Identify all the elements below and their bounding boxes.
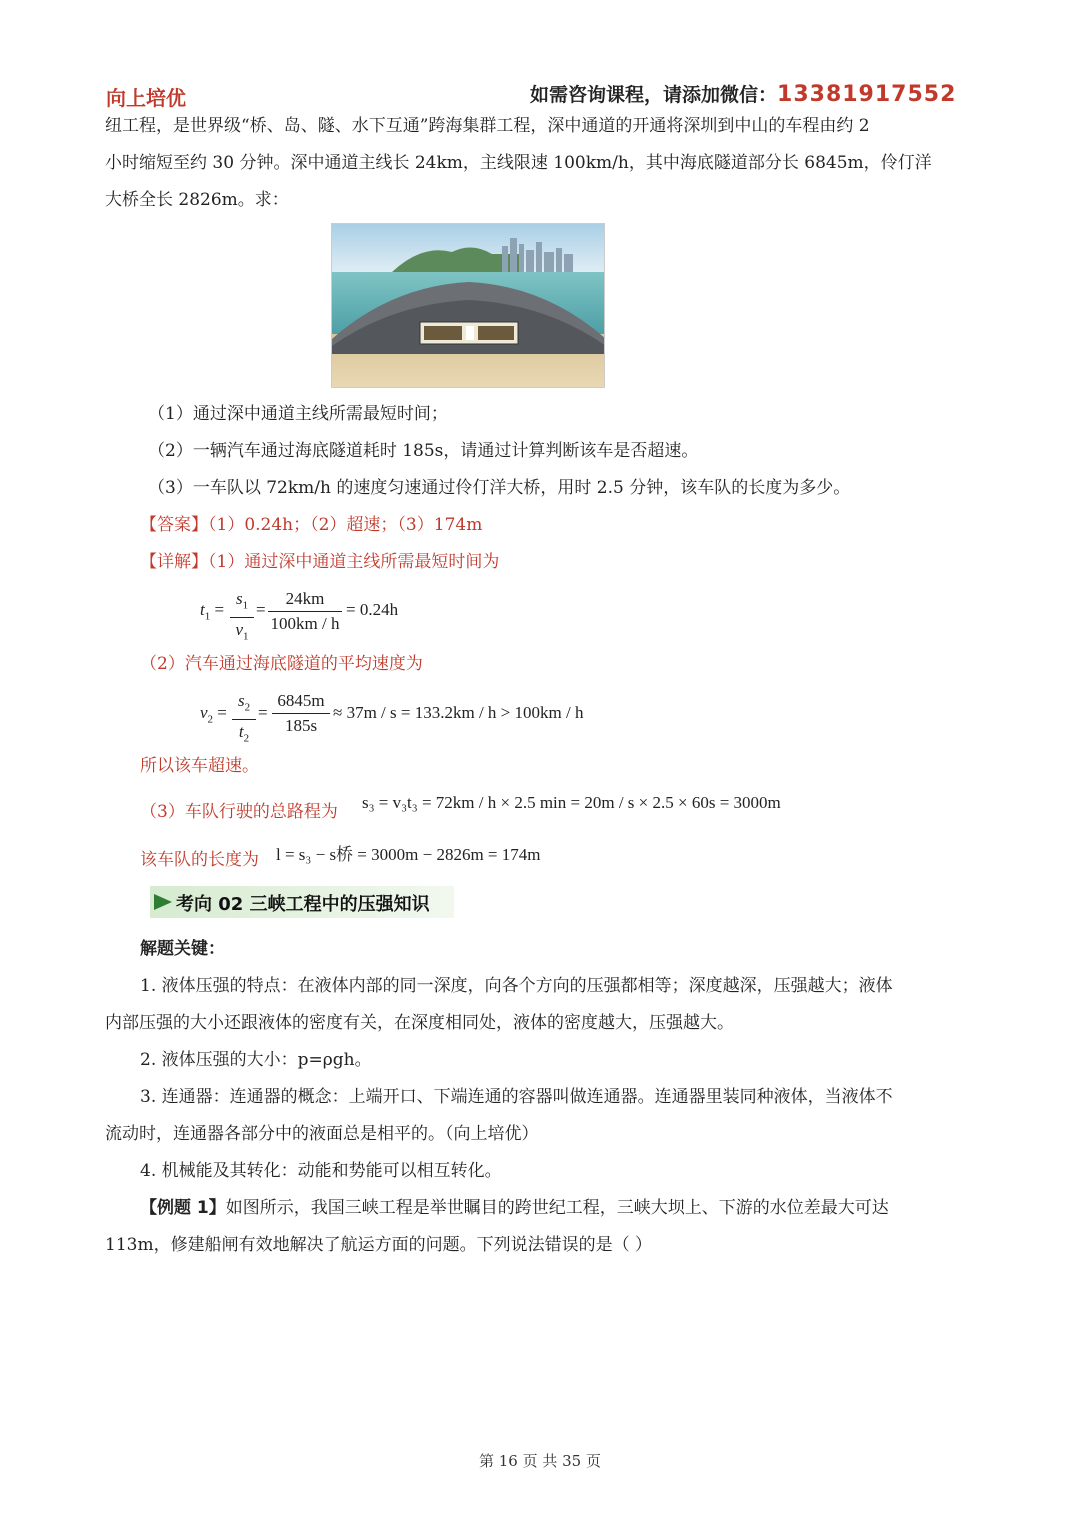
- key-line-1: 1. 液体压强的特点：在液体内部的同一深度，向各个方向的压强都相等；深度越深，压强越大；液体: [140, 976, 893, 996]
- intro-line-2: 小时缩短至约 30 分钟。深中通道主线长 24km，主线限速 100km/h，其中海底隧道部分长 6845m，伶仃洋: [105, 153, 932, 173]
- example-tag: 【例题 1】: [140, 1198, 226, 1218]
- formula-2-result: ≈ 37m / s = 133.2km / h > 100km / h: [333, 703, 584, 722]
- tunnel-illustration-svg: [332, 224, 605, 388]
- intro-line-1: 纽工程，是世界级“桥、岛、隧、水下互通”跨海集群工程，深中通道的开通将深圳到中山的车程由约 2: [105, 116, 870, 136]
- intro-line-3: 大桥全长 2826m。求：: [105, 190, 289, 210]
- key-line-3: 2. 液体压强的大小：p=ρgh。: [140, 1050, 372, 1070]
- formula-4: s₃ = v₃t₃ = 72km / h × 2.5 min = 20m / s × 2.5 × 60s = 3000m: [362, 793, 781, 812]
- formula-2-lhs: $v_2$ =: [200, 703, 227, 726]
- page-number: 第 16 页 共 35 页: [478, 1452, 601, 1470]
- brand-name: 向上培优: [106, 86, 186, 110]
- explanation-p2: （2）汽车通过海底隧道的平均速度为: [140, 654, 423, 674]
- formula-1-result: = 0.24h: [346, 600, 399, 619]
- explanation-line-1: [140, 551, 499, 573]
- explanation-p4: （3）车队行驶的总路程为: [140, 802, 338, 822]
- formula-1-frac-1: $s_1$ $v_1$: [230, 588, 254, 648]
- section-title: 考向 02 三峡工程中的压强知识: [176, 894, 430, 915]
- explanation-p1: （1）通过深中通道主线所需最短时间为: [208, 552, 500, 572]
- answer-line: [140, 514, 482, 536]
- tunnel-illustration: [331, 223, 605, 388]
- key-line-6: 4. 机械能及其转化：动能和势能可以相互转化。: [140, 1161, 502, 1181]
- formula-5: l = s₃ − s桥 = 3000m − 2826m = 174m: [276, 845, 541, 864]
- section-heading: [150, 886, 454, 918]
- contact-line: [530, 80, 956, 107]
- key-title: 解题关键：: [140, 939, 225, 959]
- key-line-4: 3. 连通器：连通器的概念：上端开口、下端连通的容器叫做连通器。连通器里装同种液体，当液体不: [140, 1087, 893, 1107]
- example-line-1: [140, 1197, 889, 1219]
- contact-prefix: 如需咨询课程，请添加微信：: [530, 84, 778, 106]
- example-line-2: 113m，修建船闸有效地解决了航运方面的问题。下列说法错误的是（ ）: [105, 1235, 652, 1255]
- formula-1-lhs: $t_1$ =: [200, 600, 225, 623]
- key-line-2: 内部压强的大小还跟液体的密度有关，在深度相同处，液体的密度越大，压强越大。: [105, 1013, 734, 1033]
- formula-2-frac-1: $s_2$ $t_2$: [232, 690, 256, 750]
- question-2: （2）一辆汽车通过海底隧道耗时 185s，请通过计算判断该车是否超速。: [148, 441, 699, 461]
- formula-1-frac-2: 24km 100km / h: [268, 588, 342, 635]
- answer-tag: 【答案】: [140, 515, 208, 535]
- explanation-tag: 【详解】: [140, 552, 208, 572]
- play-arrow-icon: [152, 892, 174, 912]
- formula-2-frac-2: 6845m 185s: [272, 690, 330, 737]
- answer-text: （1）0.24h；（2）超速；（3）174m: [208, 515, 483, 535]
- example-text-1: 如图所示，我国三峡工程是举世瞩目的跨世纪工程，三峡大坝上、下游的水位差最大可达: [225, 1198, 889, 1218]
- contact-phone: 13381917552: [777, 82, 957, 107]
- explanation-p5: 该车队的长度为: [140, 850, 259, 870]
- key-line-5: 流动时，连通器各部分中的液面总是相平的。（向上培优）: [105, 1124, 539, 1144]
- question-1: （1）通过深中通道主线所需最短时间；: [148, 404, 448, 424]
- explanation-p3: 所以该车超速。: [140, 756, 259, 776]
- question-3: （3）一车队以 72km/h 的速度匀速通过伶仃洋大桥，用时 2.5 分钟，该车队的长度为多少。: [148, 478, 851, 498]
